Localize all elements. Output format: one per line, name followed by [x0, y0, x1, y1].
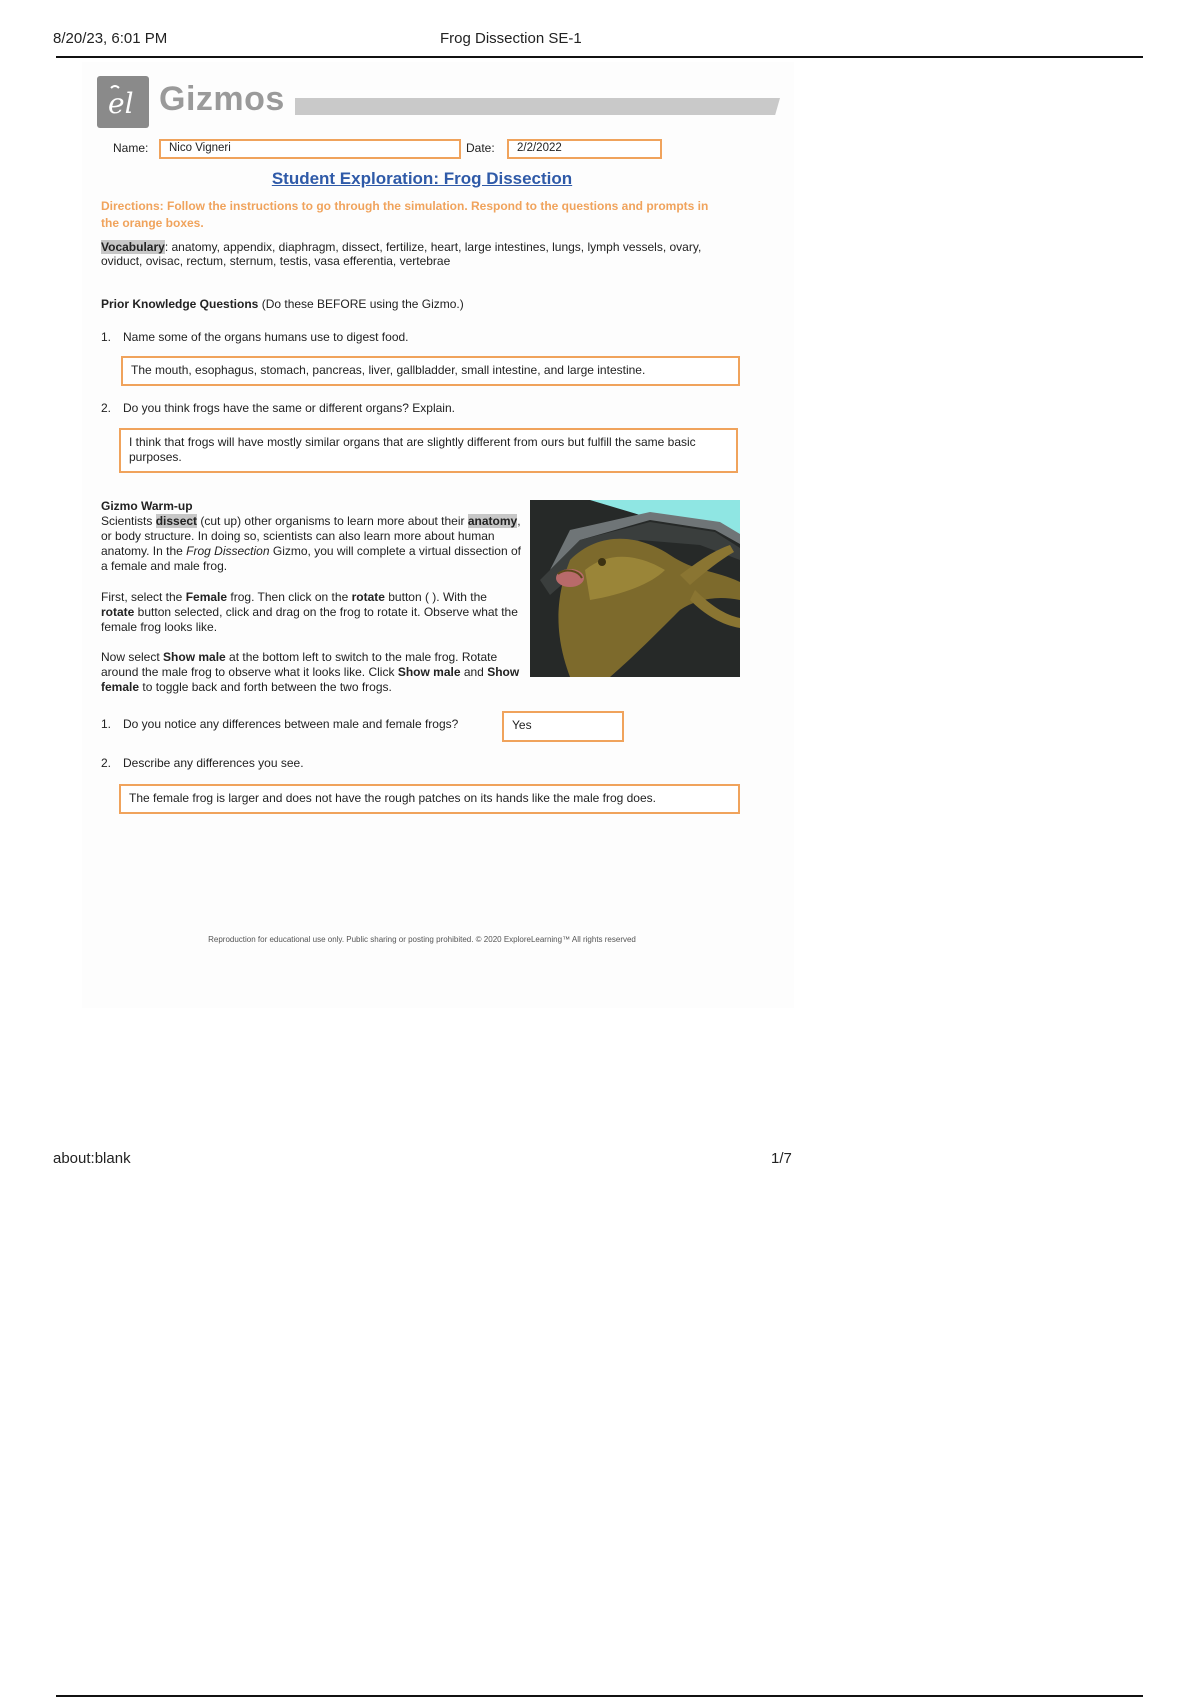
- warmup-text: frog. Then click on the: [227, 590, 352, 604]
- gizmos-brand: Gizmos: [159, 80, 285, 118]
- warmup-text: Now select: [101, 650, 164, 664]
- svg-text:el: el: [108, 87, 134, 120]
- term-rotate: rotate: [351, 590, 385, 604]
- warmup-text: and: [460, 665, 488, 679]
- warmup-text: , or body structure. In doing so, scientists can also learn more about human anatomy. In the: [101, 514, 521, 558]
- pk-question-1: Name some of the organs humans use to digest food.: [123, 330, 409, 344]
- print-page-number: 1/7: [771, 1150, 792, 1167]
- warmup-question-2-number: 2.: [101, 756, 112, 770]
- warmup-text: Scientists: [101, 514, 156, 528]
- term-show-male: Show male: [163, 650, 226, 664]
- warmup-heading: Gizmo Warm-up: [101, 499, 193, 513]
- warmup-text: button selected, click and drag on the frog to rotate it. Observe what the female frog looks like.: [101, 605, 518, 634]
- vocabulary-label: Vocabulary: [101, 240, 165, 254]
- prior-knowledge-note: (Do these BEFORE using the Gizmo.): [258, 297, 464, 311]
- print-url: about:blank: [53, 1150, 131, 1167]
- gizmo-name: Frog Dissection: [186, 544, 270, 558]
- pk-question-2: Do you think frogs have the same or different organs? Explain.: [123, 401, 455, 415]
- warmup-text: First, select the: [101, 590, 186, 604]
- name-label: Name:: [113, 141, 149, 155]
- copyright-notice: Reproduction for educational use only. Public sharing or posting prohibited. © 2020 ExploreLearning™ All rights reserved: [208, 935, 636, 944]
- warmup-paragraph-2: [101, 590, 521, 635]
- prior-knowledge-heading: [101, 297, 464, 311]
- pk-answer-1-box[interactable]: The mouth, esophagus, stomach, pancreas, liver, gallbladder, small intestine, and large intestine.: [121, 356, 740, 386]
- print-doc-title: Frog Dissection SE-1: [440, 30, 582, 47]
- print-datetime: 8/20/23, 6:01 PM: [53, 30, 168, 47]
- warmup-text: to toggle back and forth between the two frogs.: [139, 680, 392, 694]
- term-show-male: Show male: [397, 665, 461, 679]
- vocabulary-terms: : anatomy, appendix, diaphragm, dissect, fertilize, heart, large intestines, lungs, lymph vessels, ovary, oviduct, ovisac, rectum, sternum, testis, vasa efferentia, vertebrae: [101, 240, 702, 268]
- warmup-question-1: Do you notice any differences between male and female frogs?: [123, 717, 459, 731]
- warmup-question-2: Describe any differences you see.: [123, 756, 304, 770]
- prior-knowledge-title: Prior Knowledge Questions: [101, 297, 259, 311]
- term-dissect: dissect: [155, 514, 198, 528]
- term-anatomy: anatomy: [467, 514, 518, 528]
- header-rule: [56, 56, 1143, 58]
- pk-question-2-number: 2.: [101, 401, 112, 415]
- directions-text: Directions: Follow the instructions to go through the simulation. Respond to the questions and prompts in the orange boxes.: [101, 199, 709, 230]
- date-label: Date:: [466, 141, 495, 155]
- name-field[interactable]: Nico Vigneri: [159, 139, 461, 159]
- date-field[interactable]: 2/2/2022: [507, 139, 662, 159]
- vocabulary-paragraph: [101, 240, 741, 268]
- warmup-paragraph-3: [101, 650, 521, 695]
- explorelearning-logo-icon: [97, 76, 149, 128]
- term-female: Female: [185, 590, 228, 604]
- warmup-text: button ( ). With the: [384, 590, 487, 604]
- frog-dissection-image: [530, 500, 740, 677]
- warmup-paragraph-1: [101, 499, 521, 574]
- logo-bar: [295, 98, 780, 115]
- warmup-answer-1-box[interactable]: Yes: [502, 711, 624, 742]
- warmup-text: (cut up) other organisms to learn more about their: [197, 514, 468, 528]
- pk-question-1-number: 1.: [101, 330, 112, 344]
- warmup-text: at the bottom left to switch to the male frog. Rotate around the male frog to observe what it looks like. Click: [101, 650, 498, 679]
- warmup-answer-2-box[interactable]: The female frog is larger and does not have the rough patches on its hands like the male frog does.: [119, 784, 740, 814]
- footer-rule: [56, 1695, 1143, 1697]
- term-show-female: Show female: [101, 665, 520, 694]
- term-rotate: rotate: [101, 605, 135, 619]
- warmup-question-1-number: 1.: [101, 717, 112, 731]
- pk-answer-2-box[interactable]: I think that frogs will have mostly similar organs that are slightly different from ours but fulfill the same basic purposes.: [119, 428, 738, 473]
- page-title: Student Exploration: Frog Dissection: [271, 169, 573, 188]
- warmup-text: Gizmo, you will complete a virtual dissection of a female and male frog.: [101, 544, 521, 573]
